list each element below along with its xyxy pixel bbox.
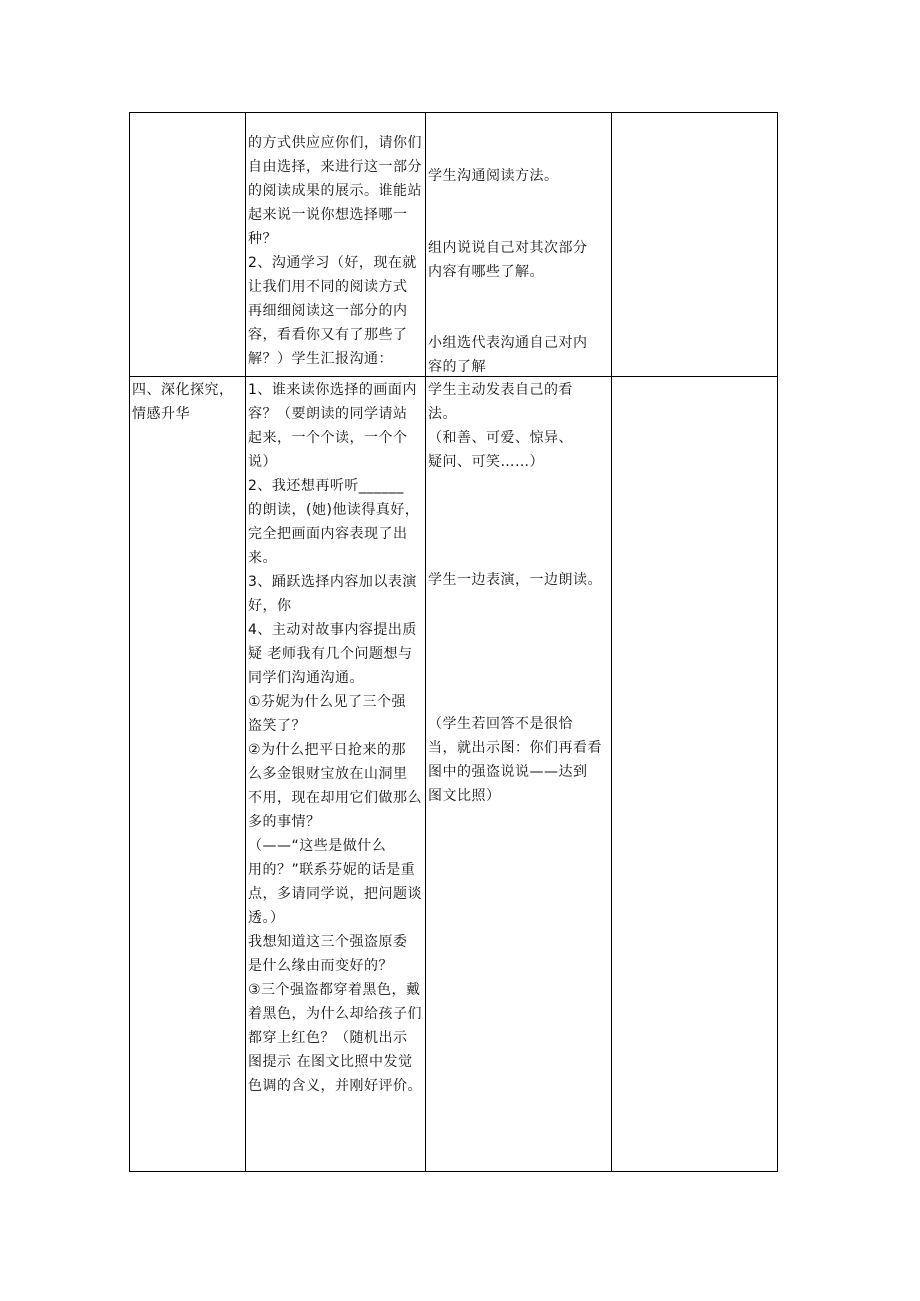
text-line: 1、谁来读你选择的画面内 [248, 382, 417, 398]
table-bottom-border [129, 1171, 778, 1172]
text-line: 的方式供应应你们，请你们 [248, 135, 422, 151]
text-line: 的朗读，(她)他读得真好， [248, 502, 420, 518]
text-line: 再细细阅读这一部分的内 [248, 303, 408, 319]
text-line: 小组选代表沟通自己对内 [428, 335, 588, 351]
text-line: 4、主动对故事内容提出质 [248, 622, 417, 638]
text-line: ①芬妮为什么见了三个强 [248, 694, 407, 710]
text-line: 四、深化探究， [132, 382, 234, 398]
table-col-divider-1 [245, 112, 246, 1172]
text-line: 用的？”联系芬妮的话是重 [248, 862, 416, 878]
text-line: 2、我还想再听听______ [248, 478, 404, 494]
text-line: 多的事情？ [248, 814, 321, 830]
text-line: 情感升华 [132, 406, 190, 422]
text-line: 好，你 [248, 598, 292, 614]
table-col-divider-3 [611, 112, 612, 1172]
text-line: 疑 老师我有几个问题想与 [248, 646, 413, 662]
row1-teacher-activity [248, 131, 424, 371]
text-line: 都穿上红色？（随机出示 [248, 1030, 408, 1046]
text-line: 自由选择，来进行这一部分 [248, 159, 422, 175]
text-line: 当，就出示图：你们再看看 [428, 740, 602, 756]
text-line: 法。 [428, 406, 457, 422]
text-line: ③三个强盗都穿着黑色，戴 [248, 982, 421, 998]
text-line: 透。） [248, 910, 285, 926]
text-line: 的阅读成果的展示。谁能站 [248, 183, 422, 199]
row2-student-activity-b [428, 426, 610, 474]
text-line: 色调的含义，并刚好评价。 [248, 1078, 422, 1094]
text-line: 是什么缘由而变好的？ [248, 958, 393, 974]
text-line: 学生一边表演，一边朗读。 [428, 572, 602, 588]
text-line: 点，多请同学说，把问题谈 [248, 886, 422, 902]
row2-teacher-activity [248, 378, 424, 1098]
text-line: 容，看看你又有了那些了 [248, 327, 408, 343]
text-line: 2、沟通学习（好，现在就 [248, 255, 417, 271]
row2-student-activity-c [428, 568, 610, 592]
text-line: 不用，现在却用它们做那么 [248, 790, 422, 806]
text-line: 么多金银财宝放在山洞里 [248, 766, 408, 782]
text-line: 内容有哪些了解。 [428, 264, 544, 280]
text-line: 完全把画面内容表现了出 [248, 526, 408, 542]
text-line: 来。 [248, 550, 277, 566]
text-line: 3、踊跃选择内容加以表演 [248, 574, 417, 590]
row1-student-activity-c [428, 331, 610, 379]
table-left-border [129, 112, 130, 1172]
text-line: 我想知道这三个强盗原委 [248, 934, 408, 950]
text-line: 盗笑了？ [248, 718, 306, 734]
row1-student-activity-b [428, 236, 610, 284]
text-line: 组内说说自己对其次部分 [428, 240, 588, 256]
text-line: （学生若回答不是很恰 [428, 716, 573, 732]
row2-student-activity-d [428, 712, 610, 808]
row2-stage-title [132, 378, 244, 426]
text-line: 着黑色，为什么却给孩子们 [248, 1006, 422, 1022]
row1-student-activity-a [428, 164, 610, 188]
text-line: 解？）学生汇报沟通： [248, 351, 393, 367]
text-line: 种？ [248, 231, 277, 247]
row2-student-activity-a [428, 378, 610, 426]
text-line: 图文比照） [428, 788, 501, 804]
table-col-divider-2 [425, 112, 426, 1172]
text-line: ②为什么把平日抢来的那 [248, 742, 407, 758]
text-line: 图中的强盗说说——达到 [428, 764, 588, 780]
text-line: （——“这些是做什么 [248, 838, 387, 854]
text-line: 容的了解 [428, 359, 486, 375]
text-line: （和善、可爱、惊异、 [428, 430, 573, 446]
table-top-border [129, 112, 778, 113]
text-line: 学生主动发表自己的看 [428, 382, 573, 398]
text-line: 让我们用不同的阅读方式 [248, 279, 408, 295]
table-right-border [777, 112, 778, 1172]
text-line: 疑问、可笑……） [428, 454, 544, 470]
text-line: 起来说一说你想选择哪一 [248, 207, 408, 223]
text-line: 学生沟通阅读方法。 [428, 168, 559, 184]
text-line: 同学们沟通沟通。 [248, 670, 364, 686]
text-line: 起来，一个个读，一个个说） [248, 430, 408, 470]
text-line: 容？（要朗读的同学请站 [248, 406, 408, 422]
text-line: 图提示 在图文比照中发觉 [248, 1054, 413, 1070]
